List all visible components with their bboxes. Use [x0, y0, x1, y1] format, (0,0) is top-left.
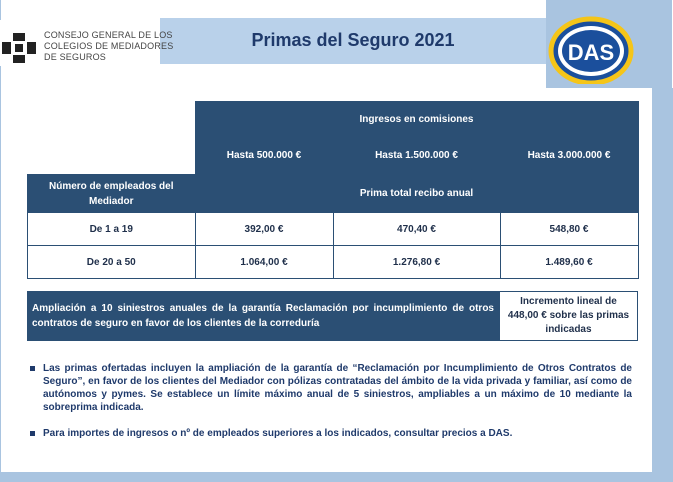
list-item — [30, 427, 632, 440]
extension-box — [27, 291, 638, 341]
table-row — [28, 246, 639, 279]
table-blank-corner-2 — [28, 137, 196, 175]
list-item — [30, 362, 632, 414]
org-logo-mark-icon — [2, 33, 36, 63]
bracket-header-2: Hasta 1.500.000 € — [333, 137, 500, 175]
price-cell: 470,40 € — [333, 213, 500, 246]
price-cell: 548,80 € — [500, 213, 638, 246]
bullet-square-icon — [30, 366, 35, 371]
price-cell: 1.489,60 € — [500, 246, 638, 279]
org-name — [44, 30, 173, 63]
price-cell: 1.064,00 € — [195, 246, 333, 279]
page-title: Primas del Seguro 2021 — [251, 30, 455, 50]
table-blank-corner — [28, 102, 196, 137]
das-logo-text: DAS — [567, 40, 615, 65]
org-line-2: COLEGIOS DE MEDIADORES — [44, 41, 174, 51]
bullet-square-icon — [30, 431, 35, 436]
premium-table — [27, 101, 639, 279]
bracket-header-3: Hasta 3.000.000 € — [500, 137, 638, 175]
note-text: Las primas ofertadas incluyen la ampliación de la garantía de “Reclamación por Incumplimiento de Otros Contratos de Seguro”, en favor de los clientes del Mediador con pólizas contratadas del ámbito de la vida privada y familiar, así como de autónomos y pymes. Se establece un límite máximo anual de 5 siniestros, ampliables a un máximo de 10 mediante la sobreprima indicada. — [43, 363, 632, 413]
table-row — [28, 213, 639, 246]
extension-increment: Incremento lineal de 448,00 € sobre las primas indicadas — [499, 291, 638, 341]
row-label: De 20 a 50 — [28, 246, 196, 279]
row-label: De 1 a 19 — [28, 213, 196, 246]
notes-list — [30, 362, 632, 453]
bottom-border-bar — [0, 472, 673, 482]
right-border-bar — [652, 88, 673, 482]
extension-description: Ampliación a 10 siniestros anuales de la garantía Reclamación por incumplimiento de otros contratos de seguro en favor de los clientes de la correduría — [27, 291, 499, 341]
org-line-1: CONSEJO GENERAL DE LOS — [44, 30, 173, 40]
das-logo-icon — [546, 14, 636, 84]
income-header: Ingresos en comisiones — [195, 102, 638, 137]
employees-header: Número de empleados del Mediador — [28, 175, 196, 213]
org-line-3: DE SEGUROS — [44, 52, 107, 62]
price-cell: 1.276,80 € — [333, 246, 500, 279]
price-cell: 392,00 € — [195, 213, 333, 246]
note-text: Para importes de ingresos o nº de empleados superiores a los indicados, consultar precios a DAS. — [43, 428, 513, 439]
premium-header: Prima total recibo anual — [195, 175, 638, 213]
bracket-header-1: Hasta 500.000 € — [195, 137, 333, 175]
